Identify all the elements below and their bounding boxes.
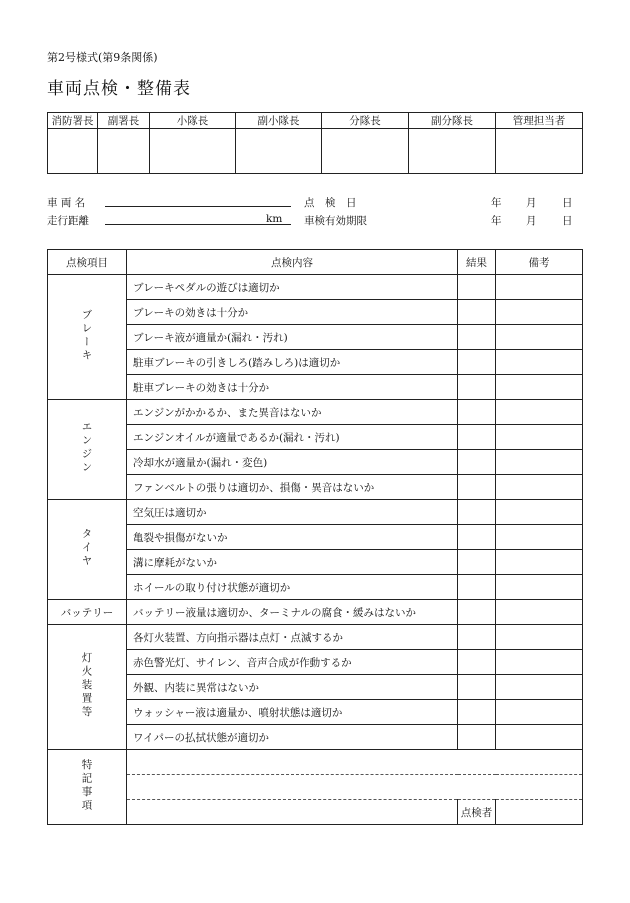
notes-line[interactable] bbox=[127, 775, 583, 800]
date-year: 年 bbox=[491, 197, 502, 209]
remarks-cell[interactable] bbox=[496, 400, 583, 425]
inspector-label: 点検者 bbox=[458, 800, 496, 825]
result-cell[interactable] bbox=[458, 375, 496, 400]
result-cell[interactable] bbox=[458, 550, 496, 575]
result-cell[interactable] bbox=[458, 350, 496, 375]
result-cell[interactable] bbox=[458, 650, 496, 675]
check-item: 外観、内装に異常はないか bbox=[127, 675, 458, 700]
approval-header: 副署長 bbox=[98, 113, 150, 129]
result-cell[interactable] bbox=[458, 625, 496, 650]
check-item: 駐車ブレーキの引きしろ(踏みしろ)は適切か bbox=[127, 350, 458, 375]
stamp-box[interactable] bbox=[48, 129, 98, 174]
remarks-cell[interactable] bbox=[496, 425, 583, 450]
notes-label-cell bbox=[48, 750, 127, 825]
remarks-cell[interactable] bbox=[496, 375, 583, 400]
form-number: 第2号様式(第9条関係) bbox=[47, 51, 158, 64]
check-item: 空気圧は適切か bbox=[127, 500, 458, 525]
result-cell[interactable] bbox=[458, 275, 496, 300]
category-brake bbox=[48, 275, 127, 400]
check-item: エンジンオイルが適量であるか(漏れ・汚れ) bbox=[127, 425, 458, 450]
date-day: 日 bbox=[562, 215, 573, 227]
check-item: バッテリー液量は適切か、ターミナルの腐食・緩みはないか bbox=[127, 600, 458, 625]
result-cell[interactable] bbox=[458, 575, 496, 600]
stamp-box[interactable] bbox=[409, 129, 496, 174]
approval-header: 副分隊長 bbox=[409, 113, 496, 129]
inspection-table bbox=[47, 249, 583, 825]
date-year: 年 bbox=[491, 215, 502, 227]
check-item: ブレーキペダルの遊びは適切か bbox=[127, 275, 458, 300]
approval-header: 分隊長 bbox=[322, 113, 409, 129]
category-lights bbox=[48, 625, 127, 750]
result-cell[interactable] bbox=[458, 400, 496, 425]
category-label: エンジン bbox=[80, 421, 93, 475]
remarks-cell[interactable] bbox=[496, 575, 583, 600]
inspection-expiry-label: 車検有効期限 bbox=[304, 215, 367, 227]
vehicle-name-field[interactable] bbox=[105, 192, 291, 207]
header-remarks: 備考 bbox=[496, 250, 583, 275]
category-label: ブレーキ bbox=[80, 308, 93, 363]
remarks-cell[interactable] bbox=[496, 600, 583, 625]
check-item: ウォッシャー液は適量か、噴射状態は適切か bbox=[127, 700, 458, 725]
check-item: 溝に摩耗がないか bbox=[127, 550, 458, 575]
remarks-cell[interactable] bbox=[496, 675, 583, 700]
result-cell[interactable] bbox=[458, 525, 496, 550]
result-cell[interactable] bbox=[458, 725, 496, 750]
remarks-cell[interactable] bbox=[496, 475, 583, 500]
header-result: 結果 bbox=[458, 250, 496, 275]
date-month: 月 bbox=[526, 197, 537, 209]
result-cell[interactable] bbox=[458, 500, 496, 525]
notes-label: 特記事項 bbox=[80, 758, 93, 813]
check-item: 冷却水が適量か(漏れ・変色) bbox=[127, 450, 458, 475]
approval-header: 管理担当者 bbox=[496, 113, 583, 129]
remarks-cell[interactable] bbox=[496, 525, 583, 550]
result-cell[interactable] bbox=[458, 700, 496, 725]
inspection-date-label: 点 検 日 bbox=[304, 197, 357, 209]
result-cell[interactable] bbox=[458, 425, 496, 450]
check-item: ブレーキ液が適量か(漏れ・汚れ) bbox=[127, 325, 458, 350]
check-item: ファンベルトの張りは適切か、損傷・異音はないか bbox=[127, 475, 458, 500]
approval-stamp-table bbox=[47, 112, 583, 174]
category-battery: バッテリー bbox=[48, 600, 127, 625]
inspector-field[interactable] bbox=[496, 800, 583, 825]
stamp-box[interactable] bbox=[236, 129, 322, 174]
result-cell[interactable] bbox=[458, 450, 496, 475]
result-cell[interactable] bbox=[458, 300, 496, 325]
check-item: 亀裂や損傷がないか bbox=[127, 525, 458, 550]
category-tire bbox=[48, 500, 127, 600]
remarks-cell[interactable] bbox=[496, 650, 583, 675]
remarks-cell[interactable] bbox=[496, 500, 583, 525]
remarks-cell[interactable] bbox=[496, 275, 583, 300]
date-month: 月 bbox=[526, 215, 537, 227]
check-item: ブレーキの効きは十分か bbox=[127, 300, 458, 325]
approval-header: 副小隊長 bbox=[236, 113, 322, 129]
page-title: 車両点検・整備表 bbox=[47, 79, 191, 99]
result-cell[interactable] bbox=[458, 600, 496, 625]
approval-header: 小隊長 bbox=[150, 113, 236, 129]
notes-line[interactable] bbox=[127, 800, 458, 825]
remarks-cell[interactable] bbox=[496, 325, 583, 350]
header-content: 点検内容 bbox=[127, 250, 458, 275]
stamp-box[interactable] bbox=[322, 129, 409, 174]
result-cell[interactable] bbox=[458, 475, 496, 500]
result-cell[interactable] bbox=[458, 675, 496, 700]
remarks-cell[interactable] bbox=[496, 550, 583, 575]
stamp-box[interactable] bbox=[496, 129, 583, 174]
notes-line[interactable] bbox=[127, 750, 583, 775]
check-item: 赤色警光灯、サイレン、音声合成が作動するか bbox=[127, 650, 458, 675]
remarks-cell[interactable] bbox=[496, 450, 583, 475]
remarks-cell[interactable] bbox=[496, 700, 583, 725]
remarks-cell[interactable] bbox=[496, 300, 583, 325]
remarks-cell[interactable] bbox=[496, 725, 583, 750]
category-label: タイヤ bbox=[80, 527, 93, 569]
stamp-box[interactable] bbox=[98, 129, 150, 174]
check-item: 駐車ブレーキの効きは十分か bbox=[127, 375, 458, 400]
category-engine bbox=[48, 400, 127, 500]
check-item: エンジンがかかるか、また異音はないか bbox=[127, 400, 458, 425]
stamp-box[interactable] bbox=[150, 129, 236, 174]
remarks-cell[interactable] bbox=[496, 625, 583, 650]
vehicle-name-label: 車 両 名 bbox=[47, 197, 86, 209]
mileage-field[interactable] bbox=[105, 210, 291, 225]
approval-header: 消防署長 bbox=[48, 113, 98, 129]
remarks-cell[interactable] bbox=[496, 350, 583, 375]
result-cell[interactable] bbox=[458, 325, 496, 350]
mileage-unit: km bbox=[266, 213, 283, 225]
check-item: ホイールの取り付け状態が適切か bbox=[127, 575, 458, 600]
check-item: 各灯火装置、方向指示器は点灯・点滅するか bbox=[127, 625, 458, 650]
header-category: 点検項目 bbox=[48, 250, 127, 275]
check-item: ワイパーの払拭状態が適切か bbox=[127, 725, 458, 750]
mileage-label: 走行距離 bbox=[47, 215, 89, 227]
category-label: 灯火装置等 bbox=[80, 651, 93, 720]
date-day: 日 bbox=[562, 197, 573, 209]
